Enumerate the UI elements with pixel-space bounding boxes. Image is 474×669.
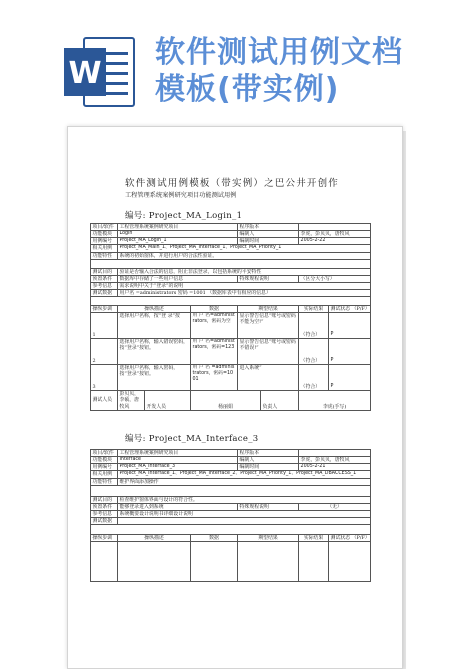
label-cell: 编制人: [238, 457, 299, 464]
label-cell: 编制时间: [238, 238, 299, 245]
label-cell: 参考信息: [91, 282, 118, 289]
value-cell: [118, 518, 371, 525]
header-banner: [0, 0, 474, 110]
table-row: [91, 245, 371, 252]
label-cell: 特殊规程说明: [238, 275, 299, 282]
value-cell: 系统的初始窗体，并进行用户的合法性验证。: [118, 252, 371, 259]
step-data: 用 户 名=administrators，密码=123: [191, 339, 238, 365]
table-row: [91, 510, 371, 517]
table-row: [91, 231, 371, 238]
banner-title-line2: 模板(带实例): [155, 72, 340, 107]
table-row: [91, 252, 371, 259]
table-row: [91, 224, 371, 231]
label-cell: 开发人员: [145, 391, 191, 410]
header-cell: 实际结果: [299, 306, 329, 313]
header-cell: 数据: [191, 535, 238, 542]
value-cell: 系统概要设计说明书详细设计说明: [118, 510, 371, 517]
footer-row: [91, 391, 371, 410]
value-cell: （无）: [299, 503, 371, 510]
step-actual: （符合）: [299, 339, 329, 365]
value-cell: Project_MA_Login_1: [118, 238, 238, 245]
header-cell: 测试状态 （P/F）: [330, 306, 370, 313]
spacer-row: [91, 297, 371, 306]
header-cell: 期望结果: [238, 306, 299, 313]
label-cell: 特殊规程说明: [238, 503, 299, 510]
value-cell: 数据库中存储了一些用户信息: [118, 275, 238, 282]
label-cell: 功能模块: [91, 231, 118, 238]
label-cell: 编制时间: [238, 464, 299, 471]
step-row: [91, 339, 371, 365]
label-cell: 用例编号: [91, 464, 118, 471]
step-status: P: [329, 313, 371, 339]
step-row: [91, 365, 371, 391]
label-cell: 相关用例: [91, 471, 118, 478]
value-cell: 工程管理系统案例研究项目: [118, 450, 238, 457]
value-cell: 工程管理系统案例研究项目: [118, 224, 238, 231]
table-row: [91, 464, 371, 471]
step-number: 2: [91, 339, 118, 365]
label-cell: 项目/软件: [91, 450, 118, 457]
table-row: [91, 503, 371, 510]
step-desc: 选择用户名称，按“登 录”按: [118, 313, 191, 339]
value-cell: Project_MA_Interface_1、Project_MA_Interface_2、Project_MA_Priority_1、Project_MA_DBACCESS_1: [118, 471, 371, 478]
step-desc: 选择用户名称，输入密码，按“登录”按钮。: [118, 365, 191, 391]
table-row: [91, 268, 371, 275]
case-number-1: 编号: Project_MA_Login_1: [125, 211, 243, 221]
value-cell: 验证是否输入合法的信息，阻止非法登录，以包括系统的平安特性: [118, 268, 371, 275]
label-cell: 功能模块: [91, 457, 118, 464]
label-cell: 程序版本: [238, 224, 299, 231]
table-row: [91, 290, 371, 297]
step-expect: 进入系统”: [238, 365, 299, 391]
label-cell: 测试数据: [91, 290, 118, 297]
header-cell: 实际结果: [299, 535, 329, 542]
case-number-2: 编号: Project_MA_Interface_3: [125, 434, 259, 444]
step-header-row: [91, 535, 371, 542]
table-row: [91, 238, 371, 245]
label-cell: 编制人: [238, 231, 299, 238]
value-cell: Login: [118, 231, 238, 238]
svg-text:W: W: [68, 56, 102, 91]
step-number: 3: [91, 365, 118, 391]
step-desc: 选择用户名称，输入错误密码，按“登录”按钮。: [118, 339, 191, 365]
label-cell: 测试数据: [91, 518, 118, 525]
label-cell: 测试目的: [91, 268, 118, 275]
table-row: [91, 275, 371, 282]
test-case-table-1: [90, 223, 371, 411]
label-cell: 功能特性: [91, 252, 118, 259]
value-cell: 需求说明中关于“登录”的说明: [118, 282, 371, 289]
step-header-row: [91, 306, 371, 313]
label-cell: 预置条件: [91, 275, 118, 282]
document-page: [67, 126, 403, 669]
spacer-row: [91, 259, 371, 268]
document-subtitle: 工程管理系统案例研究项目功能测试用例: [125, 192, 237, 199]
value-cell: 能够登录进入到系统: [118, 503, 238, 510]
step-expect: 显示警告信息“账号或密码不错误!”: [238, 339, 299, 365]
document-title: 软件测试用例模板（带实例）之巴公井开创作: [125, 178, 340, 189]
label-cell: 程序版本: [238, 450, 299, 457]
header-cell: 操纵步调: [91, 535, 118, 542]
value-cell: 彭贝贝，李硕，唐牧风: [118, 391, 145, 410]
header-cell: 数据: [191, 306, 238, 313]
step-actual: （符合）: [299, 365, 329, 391]
value-cell: 杨丽娟: [191, 391, 261, 410]
header-cell: 操纵描述: [118, 306, 191, 313]
header-cell: 操纵步调: [91, 306, 118, 313]
label-cell: 用例编号: [91, 238, 118, 245]
table-row: [91, 518, 371, 525]
table-row: [91, 478, 371, 485]
table-row: [91, 496, 371, 503]
value-cell: （区分大小写）: [299, 275, 371, 282]
header-cell: 测试状态 （P/F）: [330, 535, 370, 542]
value-cell: 检查维护窗体界面与设计的符合性。: [118, 496, 371, 503]
label-cell: 负责人: [261, 391, 299, 410]
value-cell: Interface: [118, 457, 238, 464]
label-cell: 测试人员: [91, 391, 118, 410]
table-row: [91, 282, 371, 289]
spacer-row: [91, 525, 371, 535]
table-row: [91, 471, 371, 478]
table-row: [91, 450, 371, 457]
header-cell: 操纵描述: [118, 535, 191, 542]
value-cell: 李虎，彭贝贝，唐牧风: [299, 231, 371, 238]
value-cell: 2005-2-22: [299, 238, 371, 245]
step-data: 用 户 名 =administrators，密码=1001: [191, 365, 238, 391]
label-cell: 参考信息: [91, 510, 118, 517]
value-cell: [299, 450, 371, 457]
spacer-row: [91, 485, 371, 496]
value-cell: 2005-2-21: [299, 464, 371, 471]
step-actual: （符合）: [299, 313, 329, 339]
step-expect: 显示警告信息“账号或密码不能为空!”: [238, 313, 299, 339]
label-cell: 预置条件: [91, 503, 118, 510]
word-logo-icon: [62, 34, 138, 110]
label-cell: 项目/软件: [91, 224, 118, 231]
test-case-table-2: [90, 449, 371, 582]
step-status: P: [329, 365, 371, 391]
label-cell: 测试目的: [91, 496, 118, 503]
banner-title-line1: 软件测试用例文档: [155, 35, 403, 70]
value-cell: Project_MA_Interface_3: [118, 464, 238, 471]
step-number: 1: [91, 313, 118, 339]
value-cell: [299, 224, 371, 231]
step-row: [91, 313, 371, 339]
header-cell: 期望结果: [238, 535, 299, 542]
value-cell: 李虎，彭贝贝，唐牧风: [299, 457, 371, 464]
table-row: [91, 457, 371, 464]
step-data: 用 户 名=administrators，密码为空: [191, 313, 238, 339]
value-cell: 李虎(手写): [299, 391, 371, 410]
step-row: [91, 542, 371, 582]
step-status: P: [329, 339, 371, 365]
value-cell: 维护界面添加操作: [118, 478, 371, 485]
label-cell: 相关用例: [91, 245, 118, 252]
label-cell: 功能特性: [91, 478, 118, 485]
value-cell: 用户名 =administrators 密码 =1001 （数据库表中有相应的信息）: [118, 290, 371, 297]
value-cell: Project_MA_Main_1、Project_MA_Interface_1、Project_MA_Priority_1: [118, 245, 371, 252]
